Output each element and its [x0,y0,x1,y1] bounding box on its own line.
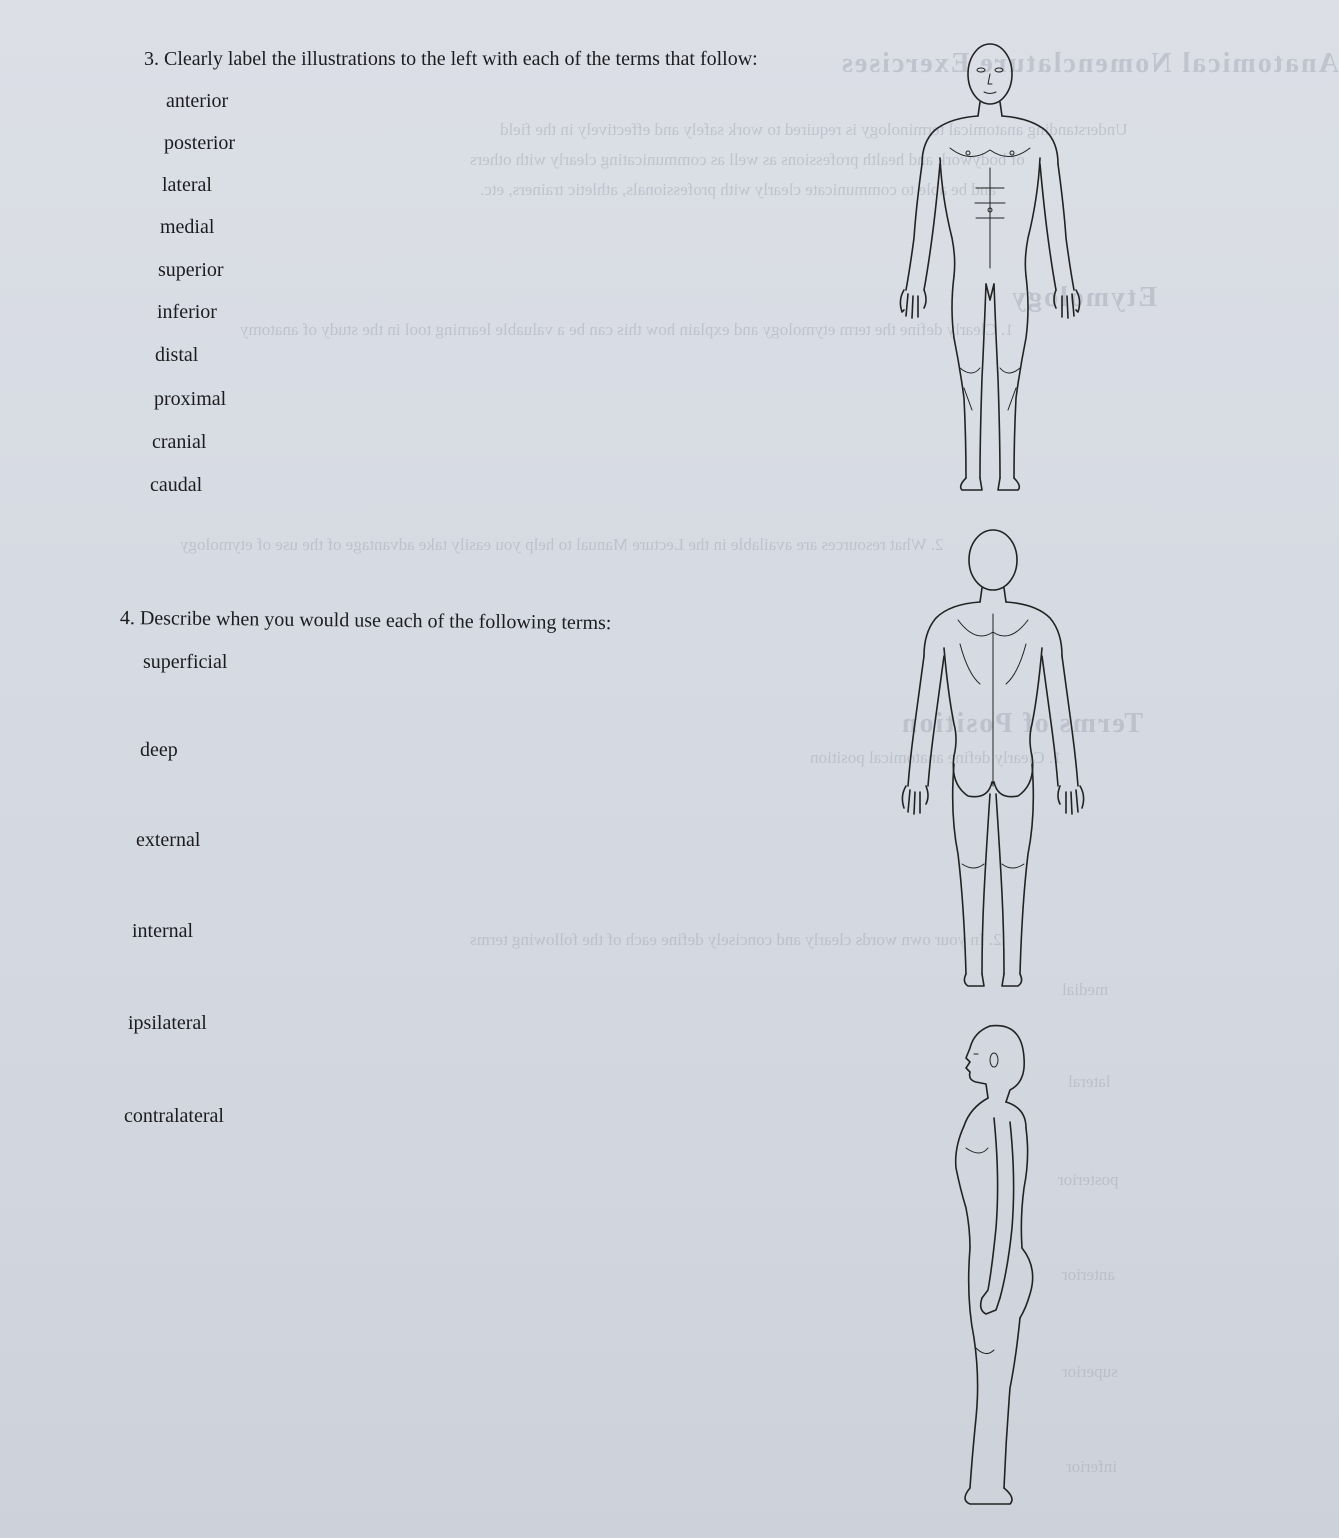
bleed-through-text: 2. What resources are available in the Lecture Manual to help you easily take advantage of the use of etymology [180,535,944,554]
term-posterior: posterior [164,132,236,154]
bleed-through-text: 1. Clearly define anatomical position [810,748,1062,767]
bleed-through-text: inferior [1066,1457,1117,1476]
bleed-through-text: 2. In your own words clearly and concisely define each of the following terms [470,930,1002,949]
bleed-through-heading: Terms of Position [900,708,1143,739]
bleed-through-text: anterior [1062,1265,1115,1284]
term-cranial: cranial [152,431,207,453]
bleed-through-text: and be able to communicate clearly with professionals, athletic trainers, etc. [480,180,996,199]
term-lateral: lateral [162,174,212,196]
term-internal: internal [132,920,194,942]
bleed-through-text: 1. Clearly define the term etymology and explain how this can be a valuable learning tool in the study of anatomy [240,320,1014,339]
term-distal: distal [155,344,199,366]
term-anterior: anterior [166,90,229,112]
bleed-through-text: Understanding anatomical terminology is required to work safely and effectively in the field [500,120,1128,139]
question-3-prompt: 3. Clearly label the illustrations to the left with each of the terms that follow: [144,48,758,70]
question-4-prompt: 4. Describe when you would use each of the following terms: [119,607,612,635]
term-inferior: inferior [157,301,217,323]
bleed-through-text: posterior [1058,1170,1119,1189]
term-caudal: caudal [150,474,203,496]
bleed-through-heading: Anatomical Nomenclature Exercises [840,48,1339,79]
term-ipsilateral: ipsilateral [128,1012,207,1034]
bleed-through-text: superior [1062,1362,1118,1381]
lateral-body-figure [930,1018,1060,1518]
anterior-body-figure [880,38,1100,498]
bleed-through-text: lateral [1068,1072,1111,1091]
term-deep: deep [140,739,178,761]
term-external: external [136,829,201,851]
bleed-through-text: of bodywork and health professions as well as communicating clearly with others [470,150,1025,169]
bleed-through-heading: Etymology [1010,282,1158,313]
bleed-through-text: medial [1062,980,1109,999]
term-contralateral: contralateral [124,1105,224,1127]
term-superficial: superficial [143,651,228,673]
term-proximal: proximal [154,388,227,410]
posterior-body-figure [888,524,1098,994]
term-superior: superior [158,259,224,281]
term-medial: medial [160,216,215,238]
